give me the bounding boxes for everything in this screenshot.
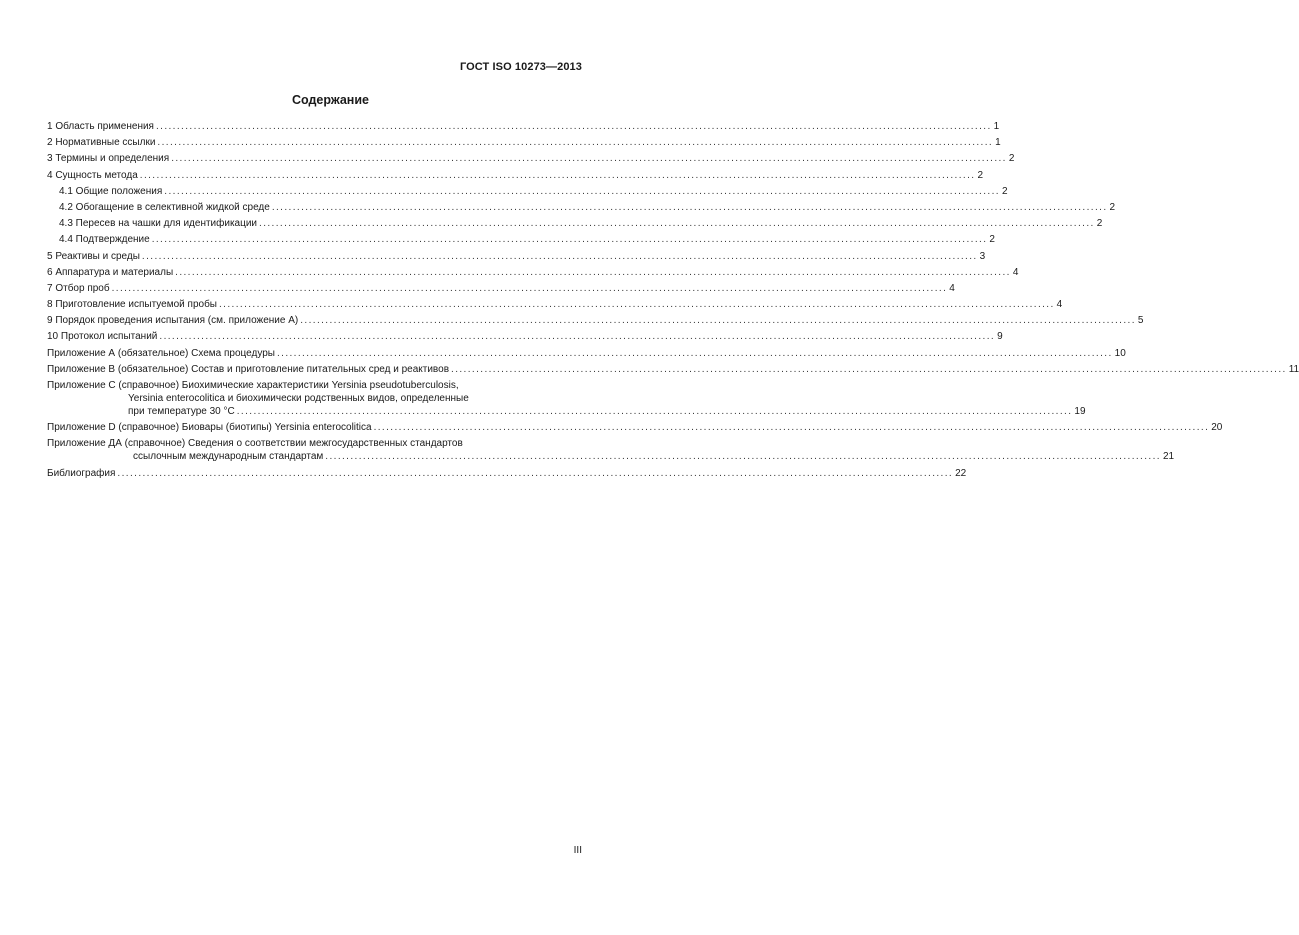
toc-leader-dots: ........................................................................................................................................................................................................	[171, 153, 1007, 165]
toc-entry-text: Приложение С (справочное) Биохимические характеристики Yersinia pseudotuberculosis,	[47, 380, 459, 391]
toc-entry-page: 2	[989, 234, 995, 246]
toc-entry[interactable]	[47, 152, 1015, 165]
toc-entry[interactable]	[47, 298, 1063, 311]
toc-entry-text-continued: при температуре 30 °С	[128, 406, 235, 417]
toc-leader-dots: ........................................................................................................................................................................................................	[139, 169, 976, 181]
toc-entry-page: 1	[995, 137, 1001, 149]
toc-entry-page: 1	[993, 121, 1000, 132]
toc-subentry[interactable]	[47, 217, 1103, 230]
toc-entry-text: 10 Протокол испытаний	[47, 331, 158, 343]
toc-entry-text: 1 Область применения	[47, 121, 154, 132]
toc-entry-page: 3	[979, 250, 986, 262]
toc-entry[interactable]	[47, 363, 1299, 376]
toc-leader-dots: ........................................................................................................................................................................................................	[451, 363, 1287, 375]
toc-entry[interactable]	[47, 266, 1019, 279]
toc-leader-dots: ........................................................................................................................................................................................................	[300, 315, 1136, 327]
toc-entry-text-continued: ссылочным международным стандартам	[133, 451, 324, 463]
toc-entry-text: 5 Реактивы и среды	[47, 250, 140, 262]
toc-entry-text: 4 Сущность метода	[47, 169, 138, 181]
toc-leader-dots: ........................................................................................................................................................................................................	[271, 201, 1108, 213]
document-header: ГОСТ ISO 10273—2013	[459, 61, 582, 73]
toc-entry-page: 2	[977, 169, 983, 181]
toc-leader-dots: ........................................................................................................................................................................................................	[219, 299, 1055, 311]
toc-entry-text: 6 Аппаратура и материалы	[47, 266, 174, 278]
toc-entry-text: 4.3 Пересев на чашки для идентификации	[59, 218, 258, 230]
toc-leader-dots: ........................................................................................................................................................................................................	[373, 422, 1210, 434]
toc-entry[interactable]	[47, 437, 1175, 463]
toc-entry-text-continued: Yersinia enterocolitica и биохимически родственных видов, определенные	[128, 393, 469, 404]
toc-subentry[interactable]	[47, 185, 1008, 198]
toc-entry-page: 2	[1109, 201, 1116, 213]
toc-entry[interactable]	[47, 421, 1223, 434]
toc-leader-dots: ........................................................................................................................................................................................................	[117, 467, 954, 479]
toc-entry-page: 2	[1001, 185, 1008, 197]
toc-entry-text: 4.1 Общие положения	[59, 185, 163, 197]
toc-entry-page: 4	[1056, 299, 1063, 311]
toc-leader-dots: ........................................................................................................................................................................................................	[325, 451, 1161, 463]
toc-leader-dots: ........................................................................................................................................................................................................	[157, 137, 994, 149]
toc-leader-dots: ........................................................................................................................................................................................................	[159, 331, 996, 343]
toc-entry[interactable]	[47, 314, 1144, 327]
toc-leader-dots: ........................................................................................................................................................................................................	[111, 282, 948, 294]
toc-leader-dots: ........................................................................................................................................................................................................	[141, 250, 978, 262]
toc-entry-text: Приложение ДА (справочное) Сведения о соответствии межгосударственных стандартов	[47, 438, 463, 450]
toc-leader-dots: ........................................................................................................................................................................................................	[276, 347, 1113, 359]
toc-leader-dots: ........................................................................................................................................................................................................	[151, 234, 988, 246]
toc-entry-page: 21	[1162, 451, 1175, 463]
toc-entry-text: Библиография	[47, 467, 116, 479]
toc-leader-dots: ........................................................................................................................................................................................................	[259, 218, 1095, 230]
toc-entry-page: 9	[997, 331, 1003, 343]
toc-entry-page: 5	[1137, 315, 1144, 327]
toc-entry[interactable]	[47, 282, 955, 295]
toc-entry-page: 22	[955, 467, 967, 479]
table-of-contents	[47, 120, 1299, 483]
toc-entry-page: 4	[949, 282, 955, 294]
toc-entry-page: 10	[1114, 347, 1126, 359]
toc-subentry[interactable]	[47, 201, 1116, 214]
toc-entry[interactable]	[47, 120, 1000, 133]
toc-entry-page: 2	[1096, 218, 1103, 230]
toc-entry-text: 3 Термины и определения	[47, 153, 170, 165]
toc-entry-text: 7 Отбор проб	[47, 282, 110, 294]
toc-entry-text: Приложение D (справочное) Биовары (биотипы) Yersinia enterocolitica	[47, 422, 372, 434]
page-number: III	[573, 845, 582, 856]
toc-entry-page: 20	[1211, 422, 1223, 434]
toc-entry[interactable]	[47, 250, 986, 263]
toc-entry-page: 19	[1074, 406, 1086, 417]
toc-entry[interactable]	[47, 169, 983, 182]
toc-subentry[interactable]	[47, 233, 995, 246]
toc-entry[interactable]	[47, 347, 1126, 360]
toc-leader-dots: ........................................................................................................................................................................................................	[175, 266, 1011, 278]
toc-entry-text: 8 Приготовление испытуемой пробы	[47, 299, 217, 311]
toc-entry[interactable]	[47, 330, 1003, 343]
toc-leader-dots: ........................................................................................................................................................................................................	[155, 121, 992, 132]
toc-entry[interactable]	[47, 379, 1086, 418]
toc-leader-dots: ........................................................................................................................................................................................................	[164, 185, 1000, 197]
page-title: Содержание	[291, 93, 369, 107]
toc-entry-text: 2 Нормативные ссылки	[47, 137, 156, 149]
toc-entry-text: 4.2 Обогащение в селективной жидкой среде	[59, 201, 270, 213]
toc-leader-dots: ........................................................................................................................................................................................................	[236, 406, 1073, 417]
toc-entry-text: 9 Порядок проведения испытания (см. приложение А)	[47, 315, 299, 327]
toc-entry[interactable]	[47, 467, 967, 480]
toc-entry[interactable]	[47, 136, 1001, 149]
toc-entry-text: Приложение В (обязательное) Состав и приготовление питательных сред и реактивов	[47, 363, 450, 375]
toc-entry-page: 2	[1008, 153, 1015, 165]
toc-entry-page: 4	[1012, 266, 1019, 278]
toc-entry-page: 11	[1288, 363, 1299, 375]
toc-entry-text: 4.4 Подтверждение	[59, 234, 150, 246]
toc-entry-text: Приложение А (обязательное) Схема процедуры	[47, 347, 275, 359]
